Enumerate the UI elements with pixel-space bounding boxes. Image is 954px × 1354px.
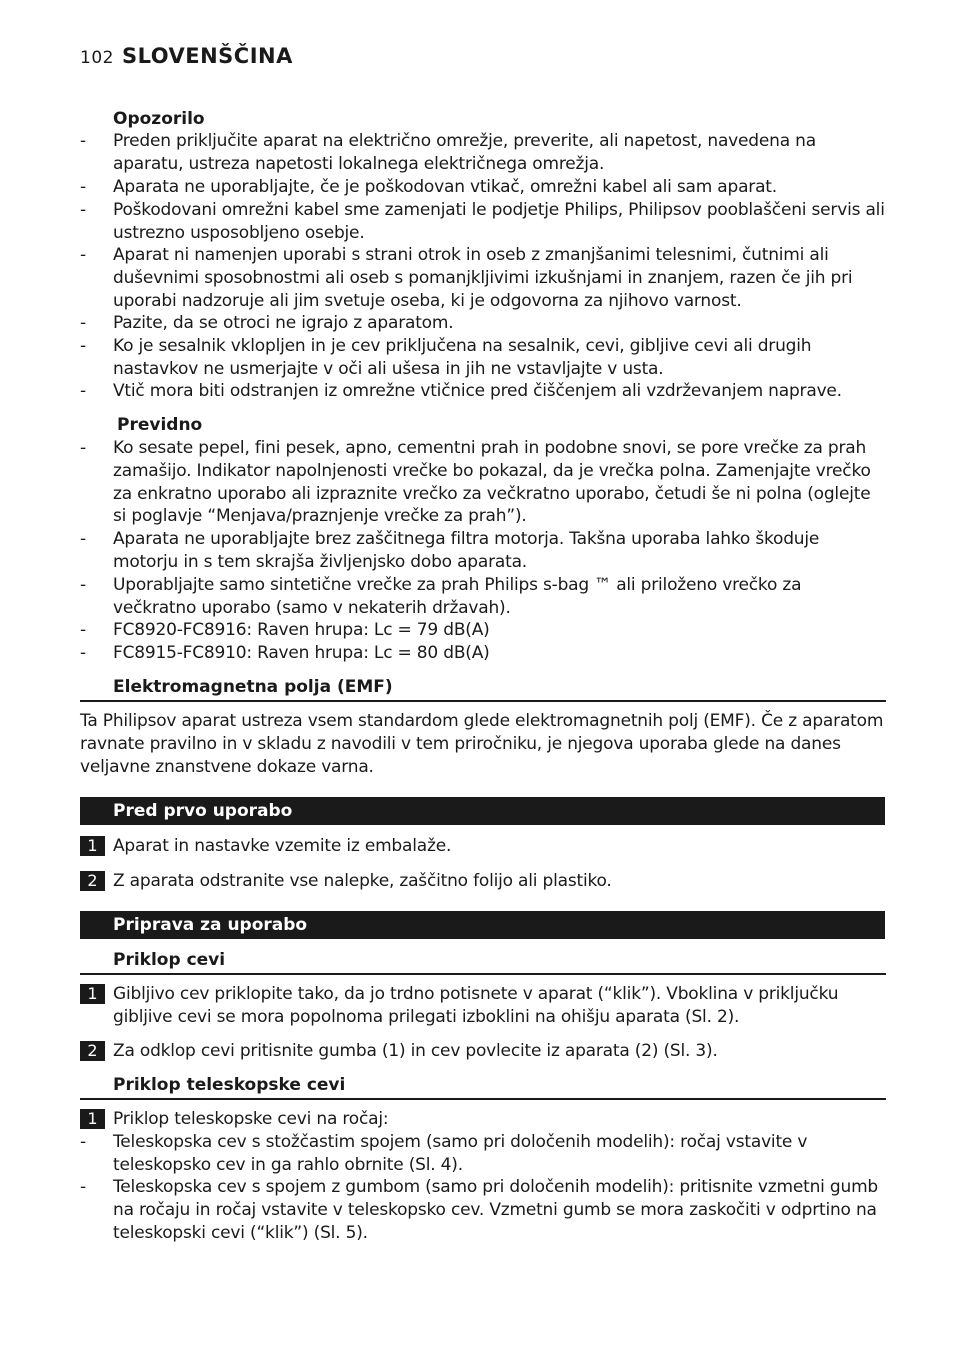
step-number: 1 xyxy=(80,984,105,1004)
section-bar-preparation: Priprava za uporabo xyxy=(80,911,885,939)
hose-heading: Priklop cevi xyxy=(113,950,226,970)
list-bullet: - xyxy=(80,1132,87,1152)
language-title: SLOVENŠČINA xyxy=(121,44,293,68)
warning-item: Aparat ni namenjen uporabi s strani otrok in oseb z zmanjšanimi telesnimi, čutnimi ali duševnimi sposobnostmi ali oseb s pomanjkljivimi izkušnjami in znanjem, razen če jih pri uporabi nadzoruje ali jim svetuje oseba, ki je odgovorna za njihovo varnost. xyxy=(113,245,853,311)
warning-item: Vtič mora biti odstranjen iz omrežne vtičnice pred čiščenjem ali vzdrževanjem naprave. xyxy=(113,381,842,401)
list-bullet: - xyxy=(80,313,87,333)
list-bullet: - xyxy=(80,336,87,356)
list-bullet: - xyxy=(80,1177,87,1197)
page-number: 102 xyxy=(80,48,114,68)
step-number: 1 xyxy=(80,836,105,856)
warning-item: Poškodovani omrežni kabel sme zamenjati le podjetje Philips, Philipsov pooblaščeni servis ali ustrezno usposobljeno osebje. xyxy=(113,200,885,243)
list-bullet: - xyxy=(80,643,87,663)
warning-item: Preden priključite aparat na električno omrežje, preverite, ali napetost, navedena na aparatu, ustreza napetosti lokalnega električnega omrežja. xyxy=(113,131,816,174)
step-number: 2 xyxy=(80,1041,105,1061)
step-number: 2 xyxy=(80,871,105,891)
list-bullet: - xyxy=(80,177,87,197)
caution-item: Uporabljajte samo sintetične vrečke za prah Philips s-bag ™ ali priloženo vrečko za večkratno uporabo (samo v nekaterih državah). xyxy=(113,575,802,618)
caution-item: Ko sesate pepel, fini pesek, apno, cementni prah in podobne snovi, se pore vrečke za prah zamašijo. Indikator napolnjenosti vrečke bo pokazal, da je vrečka polna. Zamenjajte vrečko za enkratno uporabo ali izpraznite vrečko za večkratno uporabo, četudi še ni polna (oglejte si poglavje “Menjava/praznjenje vrečke za prah”). xyxy=(113,438,871,527)
step-text: Aparat in nastavke vzemite iz embalaže. xyxy=(113,836,452,856)
list-bullet: - xyxy=(80,245,87,265)
emf-heading: Elektromagnetna polja (EMF) xyxy=(113,677,393,697)
caution-item: FC8915-FC8910: Raven hrupa: Lc = 80 dB(A) xyxy=(113,643,490,663)
warning-heading: Opozorilo xyxy=(113,109,205,129)
step-text: Priklop teleskopske cevi na ročaj: xyxy=(113,1109,389,1129)
step-text: Za odklop cevi pritisnite gumba (1) in cev povlecite iz aparata (2) (Sl. 3). xyxy=(113,1041,718,1061)
warning-item: Aparata ne uporabljajte, če je poškodovan vtikač, omrežni kabel ali sam aparat. xyxy=(113,177,777,197)
caution-item: FC8920-FC8916: Raven hrupa: Lc = 79 dB(A) xyxy=(113,620,490,640)
list-bullet: - xyxy=(80,381,87,401)
list-bullet: - xyxy=(80,620,87,640)
list-bullet: - xyxy=(80,575,87,595)
caution-heading: Previdno xyxy=(117,415,203,435)
section-rule xyxy=(80,1098,886,1100)
section-rule xyxy=(80,973,886,975)
page-header xyxy=(80,44,293,76)
list-bullet: - xyxy=(80,529,87,549)
emf-text: Ta Philipsov aparat ustreza vsem standardom glede elektromagnetnih polj (EMF). Če z aparatom ravnate pravilno in v skladu z navodili v tem priročniku, je njegova uporaba glede na danes veljavne znanstvene dokaze varna. xyxy=(80,711,884,777)
list-bullet: - xyxy=(80,438,87,458)
list-bullet: - xyxy=(80,200,87,220)
tube-item: Teleskopska cev s spojem z gumbom (samo pri določenih modelih): pritisnite vzmetni gumb na ročaju in ročaj vstavite v teleskopsko cev. Vzmetni gumb se mora zaskočiti v odprtino na teleskopski cevi (“klik”) (Sl. 5). xyxy=(113,1177,879,1243)
tube-item: Teleskopska cev s stožčastim spojem (samo pri določenih modelih): ročaj vstavite v teleskopsko cev in ga rahlo obrnite (Sl. 4). xyxy=(113,1132,808,1175)
section-bar-first-use: Pred prvo uporabo xyxy=(80,797,885,825)
step-text: Z aparata odstranite vse nalepke, zaščitno folijo ali plastiko. xyxy=(113,871,612,891)
list-bullet: - xyxy=(80,131,87,151)
warning-item: Pazite, da se otroci ne igrajo z aparatom. xyxy=(113,313,454,333)
step-text: Gibljivo cev priklopite tako, da jo trdno potisnete v aparat (“klik”). Vboklina v priključku gibljive cevi se mora popolnoma prilegati izboklini na ohišju aparata (Sl. 2). xyxy=(113,984,839,1027)
caution-item: Aparata ne uporabljajte brez zaščitnega filtra motorja. Takšna uporaba lahko škoduje motorju in s tem skrajša življenjsko dobo aparata. xyxy=(113,529,820,572)
warning-item: Ko je sesalnik vklopljen in je cev priključena na sesalnik, cevi, gibljive cevi ali drugih nastavkov ne usmerjajte v oči ali ušesa in jih ne vstavljajte v usta. xyxy=(113,336,812,379)
step-number: 1 xyxy=(80,1109,105,1129)
section-rule xyxy=(80,700,886,702)
tube-heading: Priklop teleskopske cevi xyxy=(113,1075,346,1095)
